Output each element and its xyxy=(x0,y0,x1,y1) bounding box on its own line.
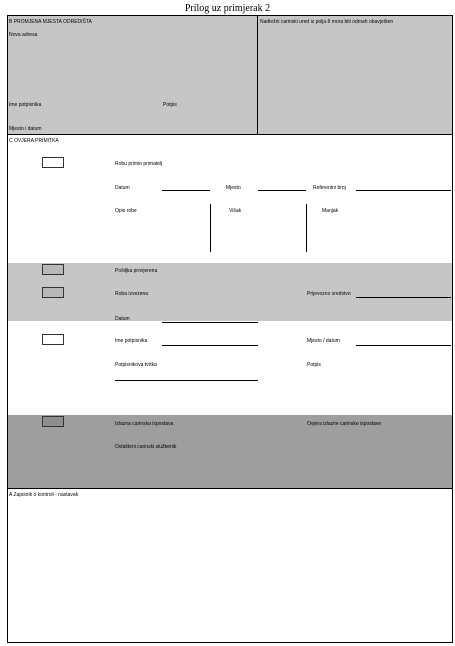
posiljka-provjerena-label: Pošiljka provjerena xyxy=(115,268,158,274)
mjesto-label: Mjesto xyxy=(226,185,241,191)
potpis-label: Potpis xyxy=(163,102,177,108)
document-title: Prilog uz primjerak 2 xyxy=(184,3,271,14)
referentni-broj-label: Referentni broj xyxy=(313,185,346,191)
manjak-label: Manjak xyxy=(322,208,339,214)
c-mjesto-datum-label: Mjesto / datum xyxy=(307,338,340,344)
ime-potpisnika-label: Ime potpisnika xyxy=(9,102,42,108)
datum-label: Datum xyxy=(115,185,130,191)
nadlezni-ured-note: Nadležni carinski ured iz polja 8 mora biti odmah obavješten xyxy=(260,19,394,25)
ovjera-izlazne-label: Ovjera izlazne carinske ispostave xyxy=(307,421,382,427)
section-a-title: A Zapisnik o kontroli - nastavak xyxy=(9,492,79,498)
c-potpis-label: Potpis xyxy=(307,362,321,368)
izlazna-ispostava-label: Izlazna carinska ispostava xyxy=(115,421,174,427)
c-ime-potpisnika-label: Ime potpisnika xyxy=(115,338,148,344)
prijevozno-sredstvo-label: Prijevozno sredstvo xyxy=(307,291,351,297)
opis-robe-label: Opis robe xyxy=(115,208,137,214)
nova-adresa-label: Nova adresa xyxy=(9,32,38,38)
form-frame xyxy=(7,15,453,643)
roba-izvezena-label: Roba izvezena xyxy=(115,291,149,297)
section-c-title: C OVJERA PRIMITKA xyxy=(9,138,59,144)
roba-primio-label: Robu primio primatelj xyxy=(115,161,163,167)
visak-label: Višak xyxy=(229,208,242,214)
ovlasteni-sluzbenik-label: Ovlašteni carinski službenik xyxy=(115,444,177,450)
potpisnikova-tvrtka-label: Potpisnikova tvrtka xyxy=(115,362,157,368)
section-b-title: B PROMJENA MJESTA ODREDIŠTA xyxy=(9,19,92,25)
mjesto-datum-label: Mjesto i datum xyxy=(9,126,42,132)
datum2-label: Datum xyxy=(115,316,130,322)
